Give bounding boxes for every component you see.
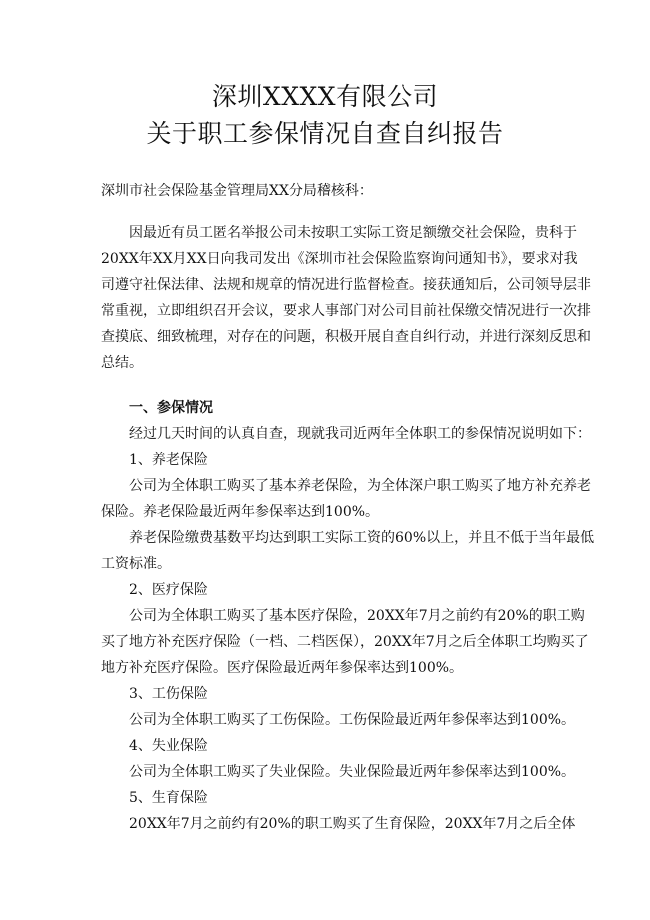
intro-line: 20XX年XX月XX日向我司发出《深圳市社会保险监察询问通知书》，要求对我: [101, 251, 578, 267]
pension-heading: 1、养老保险: [129, 452, 208, 468]
pension-text-line: 养老保险缴费基数平均达到职工实际工资的60%以上，并且不低于当年最低: [129, 530, 595, 546]
intro-line: 总结。: [101, 355, 143, 371]
intro-paragraph: [101, 220, 591, 376]
report-title-subject: 关于职工参保情况自查自纠报告: [146, 119, 504, 148]
section-insurance-status: [101, 395, 595, 837]
pension-text-line: 公司为全体职工购买了基本养老保险，为全体深户职工购买了地方补充养老: [129, 478, 591, 494]
pension-text-line: 保险。养老保险最近两年参保率达到100%。: [101, 504, 380, 520]
section-heading: 一、参保情况: [129, 400, 213, 416]
unemployment-text-line: 公司为全体职工购买了失业保险。失业保险最近两年参保率达到100%。: [129, 764, 576, 780]
medical-text-line: 地方补充医疗保险。医疗保险最近两年参保率达到100%。: [101, 660, 464, 676]
intro-line: 常重视，立即组织召开会议，要求人事部门对公司目前社保缴交情况进行一次排: [101, 303, 591, 319]
intro-line: 司遵守社保法律、法规和规章的情况进行监督检查。接获通知后，公司领导层非: [101, 277, 591, 293]
injury-heading: 3、工伤保险: [129, 686, 208, 702]
pension-text-line: 工资标准。: [101, 556, 171, 572]
section-lead: 经过几天时间的认真自查，现就我司近两年全体职工的参保情况说明如下：: [129, 426, 591, 442]
intro-line: 查摸底、细致梳理，对存在的问题，积极开展自查自纠行动，并进行深刻反思和: [101, 329, 591, 345]
maternity-text-line: 20XX年7月之前约有20%的职工购买了生育保险，20XX年7月之后全体: [129, 816, 576, 832]
injury-text-line: 公司为全体职工购买了工伤保险。工伤保险最近两年参保率达到100%。: [129, 712, 576, 728]
intro-line: 因最近有员工匿名举报公司未按职工实际工资足额缴交社会保险，贵科于: [129, 225, 577, 241]
maternity-heading: 5、生育保险: [129, 790, 208, 806]
report-title-company: 深圳XXXX有限公司: [211, 82, 439, 111]
medical-text-line: 买了地方补充医疗保险（一档、二档医保），20XX年7月之后全体职工均购买了: [101, 634, 589, 650]
unemployment-heading: 4、失业保险: [129, 738, 208, 754]
medical-text-line: 公司为全体职工购买了基本医疗保险，20XX年7月之前约有20%的职工购: [129, 608, 585, 624]
salutation: 深圳市社会保险基金管理局XX分局稽核科：: [101, 183, 373, 199]
medical-heading: 2、医疗保险: [129, 582, 208, 598]
